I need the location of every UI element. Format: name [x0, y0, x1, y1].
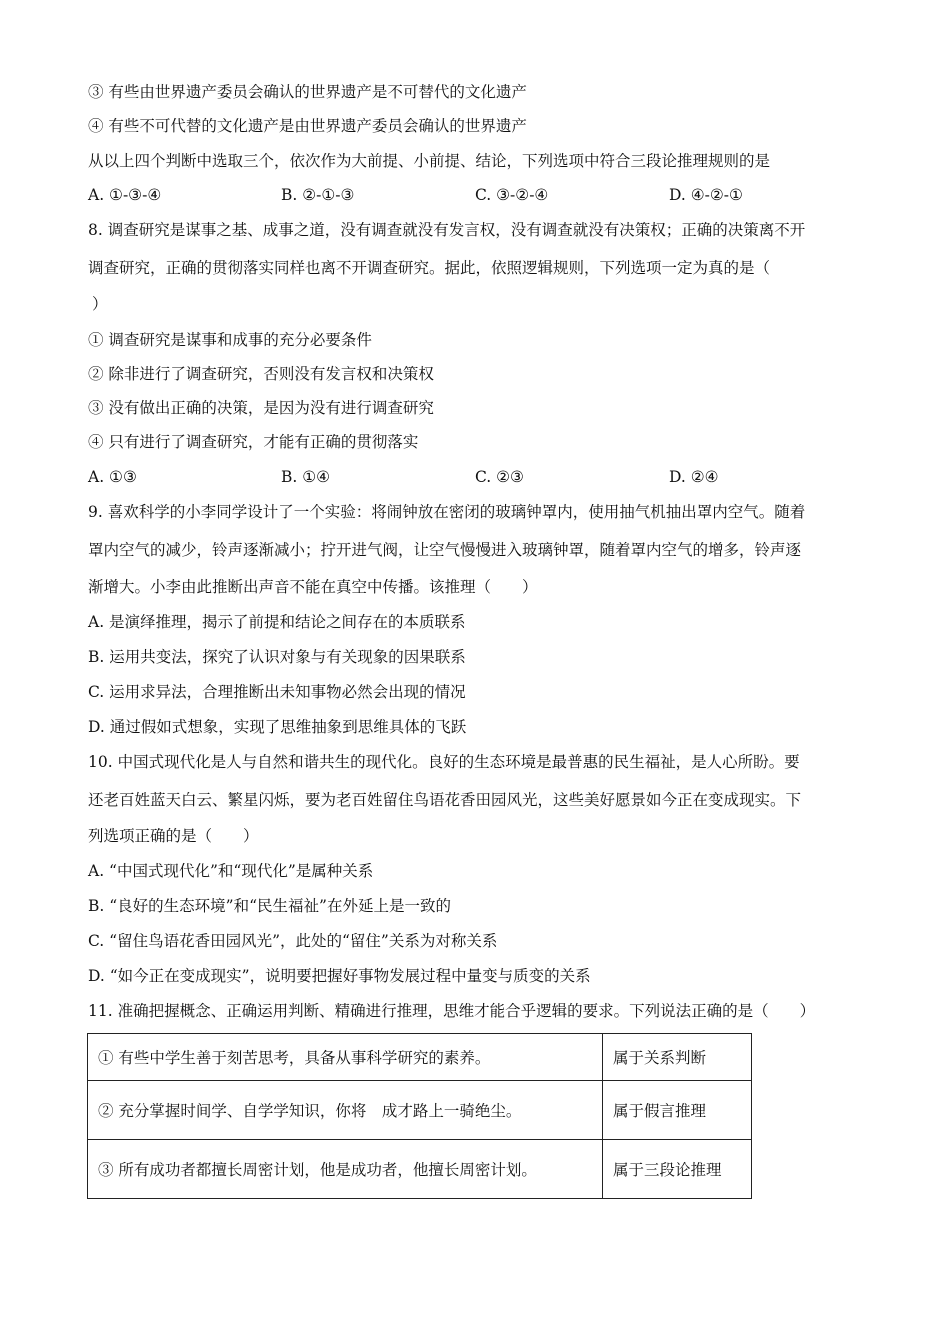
q11-type-2: 属于假言推理 — [603, 1081, 752, 1140]
q11-statement-table — [87, 1033, 752, 1199]
q8-statement-3: ③ 没有做出正确的决策，是因为没有进行调查研究 — [88, 399, 434, 417]
q11-statement-1: ① 有些中学生善于刻苦思考，具备从事科学研究的素养。 — [88, 1034, 603, 1081]
q8-option-c[interactable]: C. ②③ — [475, 468, 524, 486]
table-row — [88, 1034, 752, 1081]
q7-statement-3: ③ 有些由世界遗产委员会确认的世界遗产是不可替代的文化遗产 — [88, 83, 527, 101]
q7-option-c[interactable]: C. ③-②-④ — [475, 186, 549, 204]
q11-statement-3: ③ 所有成功者都擅长周密计划，他是成功者，他擅长周密计划。 — [88, 1140, 603, 1199]
q7-option-d[interactable]: D. ④-②-① — [669, 186, 743, 204]
q11-stem: 11. 准确把握概念、正确运用判断、精确进行推理，思维才能合乎逻辑的要求。下列说法正确的是（ ） — [88, 1002, 816, 1020]
q8-statement-4: ④ 只有进行了调查研究，才能有正确的贯彻落实 — [88, 433, 419, 451]
q11-type-3: 属于三段论推理 — [603, 1140, 752, 1199]
q9-option-a[interactable]: A. 是演绎推理，揭示了前提和结论之间存在的本质联系 — [88, 613, 466, 631]
q9-option-b[interactable]: B. 运用共变法，探究了认识对象与有关现象的因果联系 — [88, 648, 466, 666]
q8-stem-line-3: ） — [92, 295, 108, 313]
q11-statement-2: ② 充分掌握时间学、自学学知识，你将 成才路上一骑绝尘。 — [88, 1081, 603, 1140]
q10-option-b[interactable]: B. “良好的生态环境”和“民生福祉”在外延上是一致的 — [88, 897, 451, 915]
q10-option-a[interactable]: A. “中国式现代化”和“现代化”是属种关系 — [88, 862, 374, 880]
q9-option-c[interactable]: C. 运用求异法，合理推断出未知事物必然会出现的情况 — [88, 683, 466, 701]
q8-option-d[interactable]: D. ②④ — [669, 468, 719, 486]
q8-option-b[interactable]: B. ①④ — [281, 468, 331, 486]
q10-stem-line-1: 10. 中国式现代化是人与自然和谐共生的现代化。良好的生态环境是最普惠的民生福祉，是人心所盼。要 — [88, 753, 800, 771]
q7-statement-4: ④ 有些不可代替的文化遗产是由世界遗产委员会确认的世界遗产 — [88, 117, 527, 135]
q10-option-d[interactable]: D. “如今正在变成现实”，说明要把握好事物发展过程中量变与质变的关系 — [88, 967, 591, 985]
table-row — [88, 1140, 752, 1199]
q9-option-d[interactable]: D. 通过假如式想象，实现了思维抽象到思维具体的飞跃 — [88, 718, 467, 736]
q10-option-c[interactable]: C. “留住鸟语花香田园风光”，此处的“留住”关系为对称关系 — [88, 932, 498, 950]
q9-stem-line-2: 罩内空气的减少，铃声逐渐减小；拧开进气阀，让空气慢慢进入玻璃钟罩，随着罩内空气的增多，铃声逐 — [88, 541, 802, 559]
q9-stem-line-3: 渐增大。小李由此推断出声音不能在真空中传播。该推理（ ） — [88, 578, 538, 596]
table-row — [88, 1081, 752, 1140]
q8-statement-1: ① 调查研究是谋事和成事的充分必要条件 — [88, 331, 372, 349]
q9-stem-line-1: 9. 喜欢科学的小李同学设计了一个实验：将闹钟放在密闭的玻璃钟罩内，使用抽气机抽出罩内空气。随着 — [88, 503, 806, 521]
q8-option-a[interactable]: A. ①③ — [88, 468, 137, 486]
q7-option-b[interactable]: B. ②-①-③ — [281, 186, 355, 204]
q7-stem: 从以上四个判断中选取三个，依次作为大前提、小前提、结论，下列选项中符合三段论推理规则的是 — [88, 152, 771, 170]
q8-stem-line-2: 调查研究，正确的贯彻落实同样也离不开调查研究。据此，依照逻辑规则，下列选项一定为真的是（ — [88, 259, 771, 277]
q11-type-1: 属于关系判断 — [603, 1034, 752, 1081]
q8-statement-2: ② 除非进行了调查研究，否则没有发言权和决策权 — [88, 365, 434, 383]
q10-stem-line-3: 列选项正确的是（ ） — [88, 827, 259, 845]
q8-stem-line-1: 8. 调查研究是谋事之基、成事之道，没有调查就没有发言权，没有调查就没有决策权；正确的决策离不开 — [88, 221, 806, 239]
q10-stem-line-2: 还老百姓蓝天白云、繁星闪烁，要为老百姓留住鸟语花香田园风光，这些美好愿景如今正在变成现实。下 — [88, 791, 802, 809]
q7-option-a[interactable]: A. ①-③-④ — [88, 186, 162, 204]
